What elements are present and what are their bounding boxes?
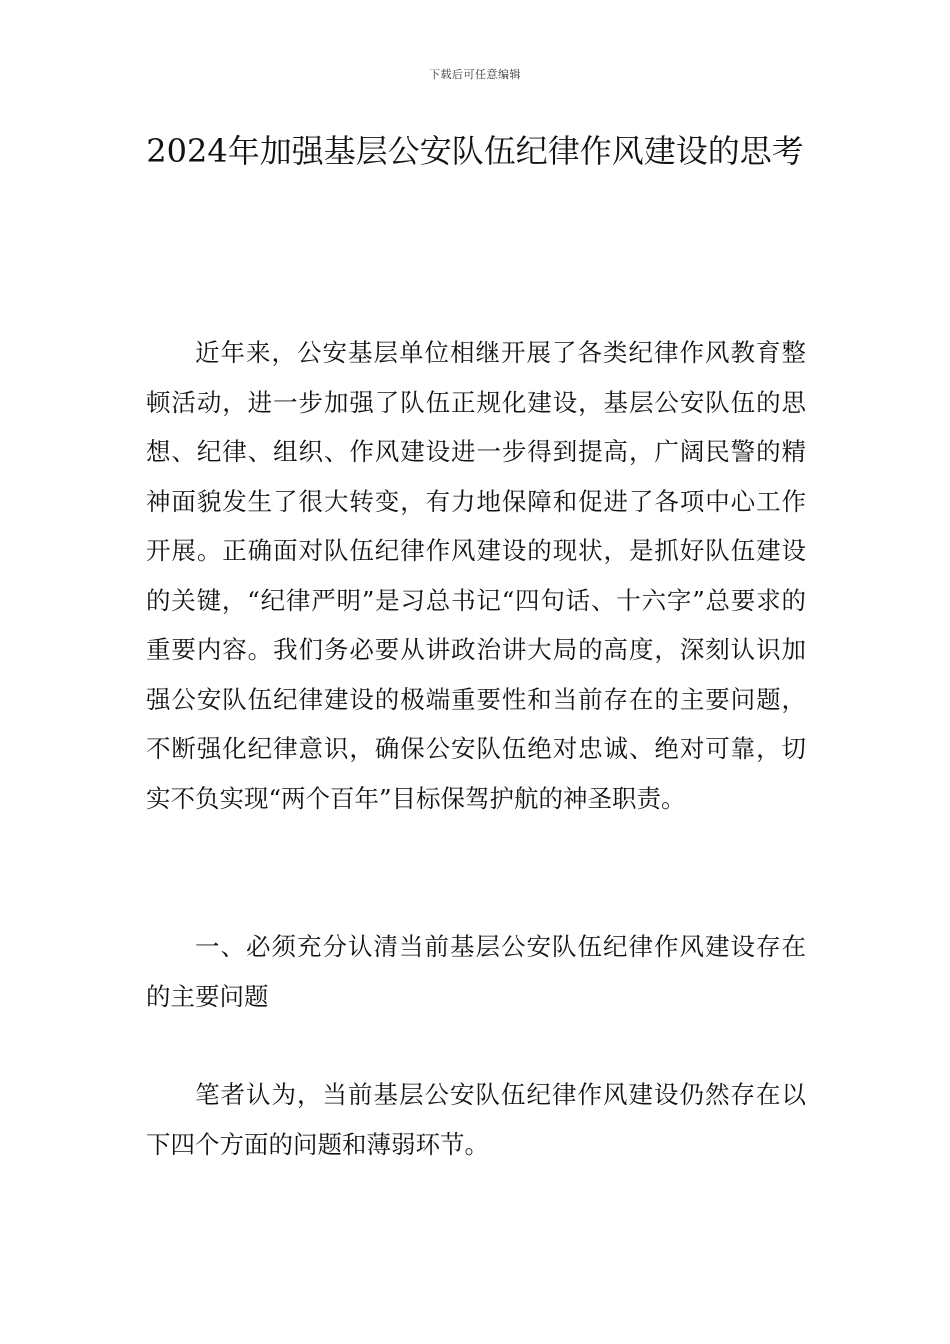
header-note: 下载后可任意编辑: [429, 68, 521, 81]
section-heading-block: [146, 922, 806, 1021]
body-paragraph-block: [146, 1070, 806, 1169]
document-title: 2024年加强基层公安队伍纪律作风建设的思考: [146, 132, 804, 170]
intro-paragraph: 近年来，公安基层单位相继开展了各类纪律作风教育整顿活动，进一步加强了队伍正规化建设，基层公安队伍的思想、纪律、组织、作风建设进一步得到提高，广阔民警的精神面貌发生了很大转变，有力地保障和促进了各项中心工作开展。正确面对队伍纪律作风建设的现状，是抓好队伍建设的关键，“纪律严明”是习总书记“四句话、十六字”总要求的重要内容。我们务必要从讲政治讲大局的高度，深刻认识加强公安队伍纪律建设的极端重要性和当前存在的主要问题，不断强化纪律意识，确保公安队伍绝对忠诚、绝对可靠，切实不负实现“两个百年”目标保驾护航的神圣职责。: [146, 338, 806, 813]
intro-paragraph-block: [146, 328, 806, 823]
body-paragraph: 笔者认为，当前基层公安队伍纪律作风建设仍然存在以下四个方面的问题和薄弱环节。: [146, 1080, 806, 1159]
section-heading: 一、必须充分认清当前基层公安队伍纪律作风建设存在的主要问题: [146, 932, 806, 1011]
